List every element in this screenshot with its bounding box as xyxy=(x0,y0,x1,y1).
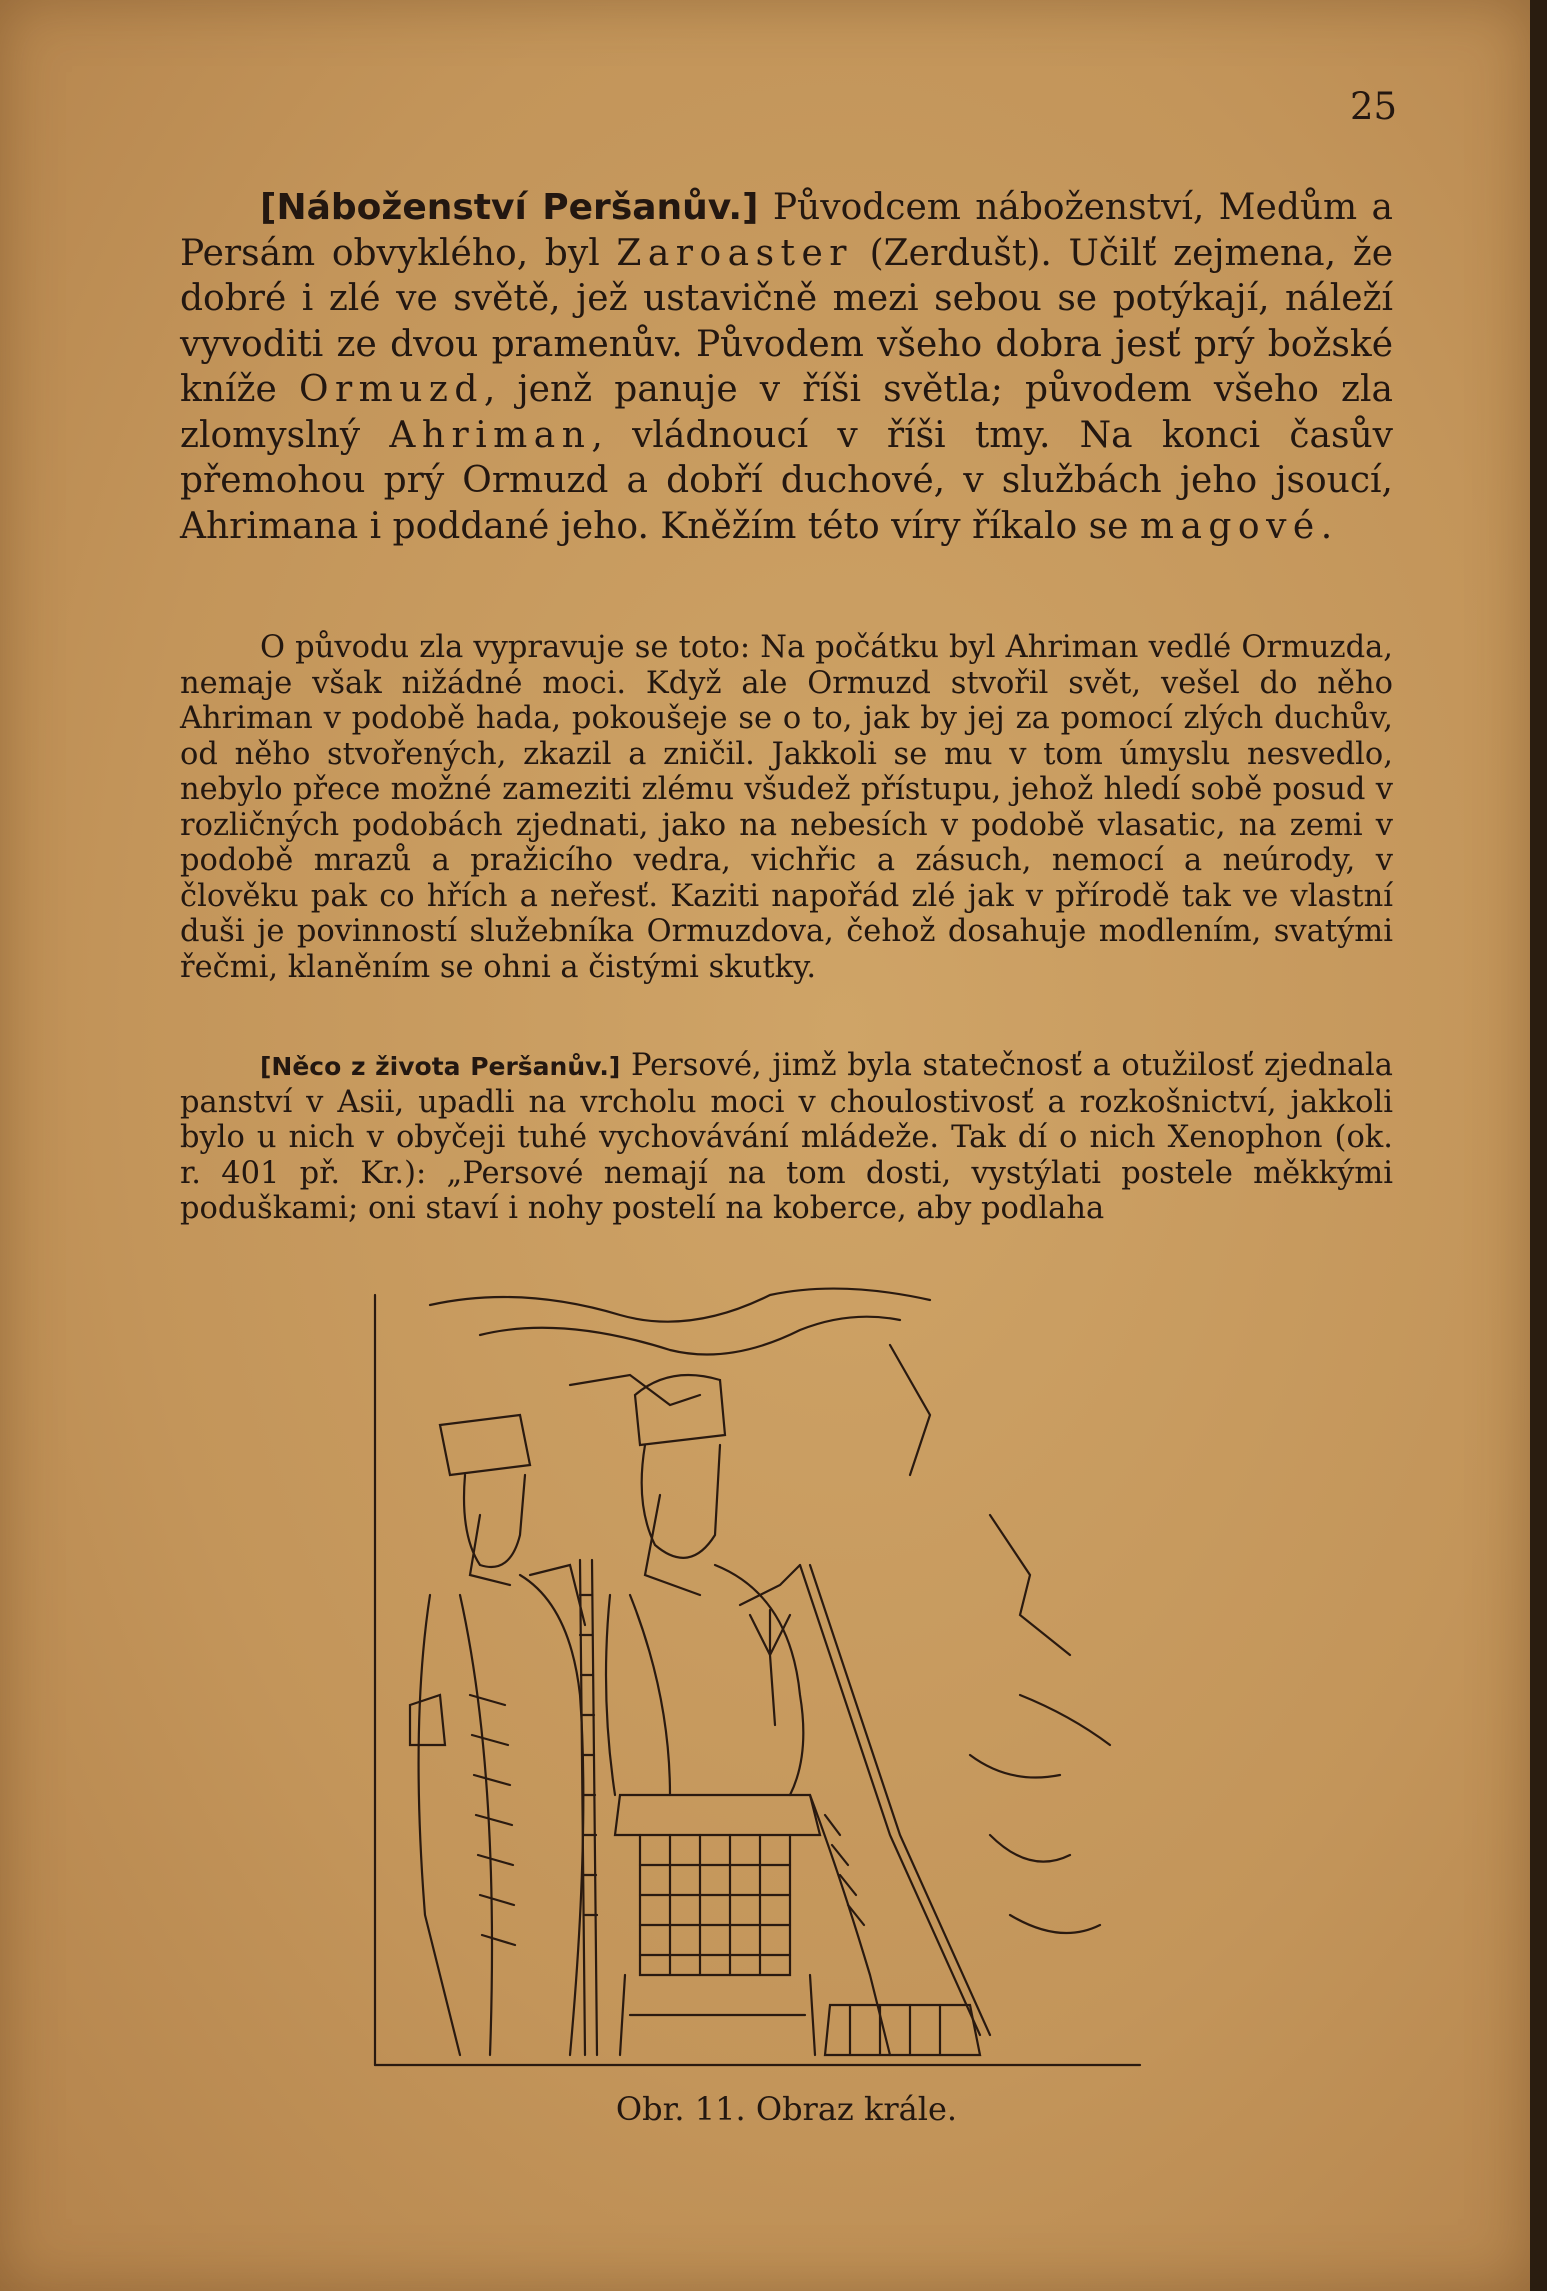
paragraph-origin-of-evil: O původu zla vypravuje se toto: Na počátku byl Ahriman vedlé Ormuzda, nemaje však nižádné moci. Když ale Ormuzd stvořil svět, vešel do něho Ahriman v podobě hada, pokoušeje se o to, jak by jej za pomocí zlých duchův, od něho stvořených, zkazil a zničil. Jakkoli se mu v tom úmyslu nesvedlo, nebylo přece možné zameziti zlému všudež přístupu, jehož hledí sobě posud v rozličných podobách zjednati, jako na nebesích v podobě vlasatic, na zemi v podobě mrazů a pražicího vedra, vichřic a zásuch, nemocí a neúrody, v člověku pak co hřích a neřesť. Kaziti napořád zlé jak v přírodě tak ve vlastní duši je povinností služebníka Ormuzdova, čehož dosahuje modlením, svatými řečmi, klaněním se ohni a čistými skutky. xyxy=(180,630,1393,985)
paragraph-text: . xyxy=(1320,505,1333,547)
figure-caption: Obr. 11. Obraz krále. xyxy=(615,2090,958,2128)
name-magove: magové xyxy=(1139,505,1321,547)
engraving-illustration xyxy=(370,1275,1160,2085)
name-zaroaster: Zaroaster xyxy=(616,232,853,274)
book-edge xyxy=(1530,0,1547,2291)
paragraph-text: Persové, jimž byla statečnosť a otužilosť zjednala panství v Asii, upadli na vrcholu moci v choulostivosť a rozkošnictví, jakkoli bylo u nich v obyčeji tuhé vychovávání mládeže. Tak dí o nich Xenophon (ok. r. 401 př. Kr.): „Persové nemají na tom dosti, vystýlati postele měkkými poduškami; oni staví i nohy postelí na koberce, aby podlaha xyxy=(180,1048,1393,1226)
paragraph-religion xyxy=(180,185,1393,549)
section-heading-life: [Něco z života Peršanův.] xyxy=(260,1052,621,1081)
paragraph-text: Původcem náboženství, Medům a Persám obvyklého, byl xyxy=(180,187,1394,274)
name-ahriman: Ahriman xyxy=(389,414,592,456)
name-ormuzd: Ormuzd xyxy=(298,369,484,410)
section-heading-religion: [Náboženství Peršanův.] xyxy=(260,187,759,228)
king-engraving xyxy=(370,1275,1160,2085)
paragraph-persian-life xyxy=(180,1048,1393,1227)
paragraph-text: , vládnoucí v říši tmy. Na konci časův přemohou prý Ormuzd a dobří duchové, v službách jeho jsoucí, Ahrimana i poddané jeho. Kněžím této víry říkalo se xyxy=(180,414,1393,547)
paragraph-text: (Zerdušt). Učilť zejmena, že dobré i zlé ve světě, jež ustavičně mezi sebou se potýkají, náleží vyvoditi ze dvou pramenův. Původem všeho dobra jesť prý božské kníže xyxy=(180,232,1394,410)
paragraph-text: , jenž panuje v říši světla; původem všeho zla zlomyslný xyxy=(180,369,1393,456)
page-number: 25 xyxy=(1350,85,1398,128)
